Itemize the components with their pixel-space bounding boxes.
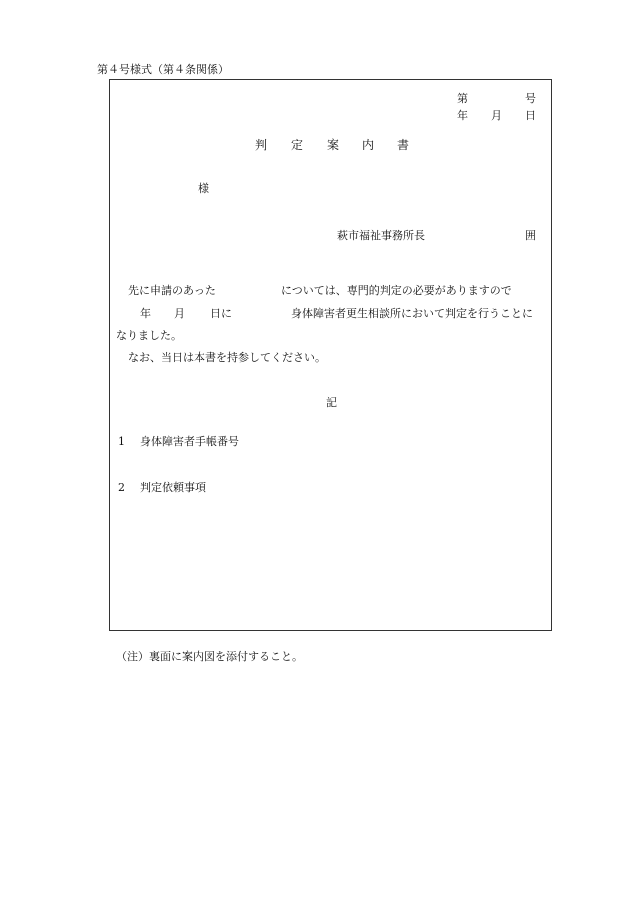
item-1-number: 1 <box>118 435 125 448</box>
date-hi: 日 <box>525 109 536 122</box>
number-go: 号 <box>525 92 536 105</box>
seal-mark: 囲 <box>525 229 536 242</box>
addressee-suffix: 様 <box>198 182 209 195</box>
title-char: 書 <box>397 138 410 152</box>
body-line1-b: については、専門的判定の必要がありますので <box>281 284 512 297</box>
date-nen: 年 <box>457 109 468 122</box>
title-char: 定 <box>291 138 304 152</box>
body-line2-b: 身体障害者更生相談所において判定を行うことに <box>291 307 533 320</box>
issuer: 萩市福祉事務所長 <box>337 229 425 242</box>
item-2-label: 判定依頼事項 <box>140 481 206 494</box>
date-tsuki: 月 <box>491 109 502 122</box>
title-char: 内 <box>362 138 375 152</box>
body-line2-nen: 年 <box>140 307 151 320</box>
form-label: 第４号様式（第４条関係） <box>97 63 229 76</box>
title-char: 判 <box>255 138 268 152</box>
ki-heading: 記 <box>326 396 337 409</box>
title-char: 案 <box>327 138 340 152</box>
body-line4: なお、当日は本書を持参してください。 <box>128 351 326 364</box>
item-2-number: 2 <box>118 481 125 494</box>
body-line2-hi: 日に <box>210 307 232 320</box>
body-line2-tsuki: 月 <box>174 307 185 320</box>
body-line1-a: 先に申請のあった <box>128 284 216 297</box>
body-line3: なりました。 <box>116 329 182 342</box>
number-dai: 第 <box>457 92 468 105</box>
item-1-label: 身体障害者手帳番号 <box>140 435 239 448</box>
footnote: （注）裏面に案内図を添付すること。 <box>116 650 303 663</box>
